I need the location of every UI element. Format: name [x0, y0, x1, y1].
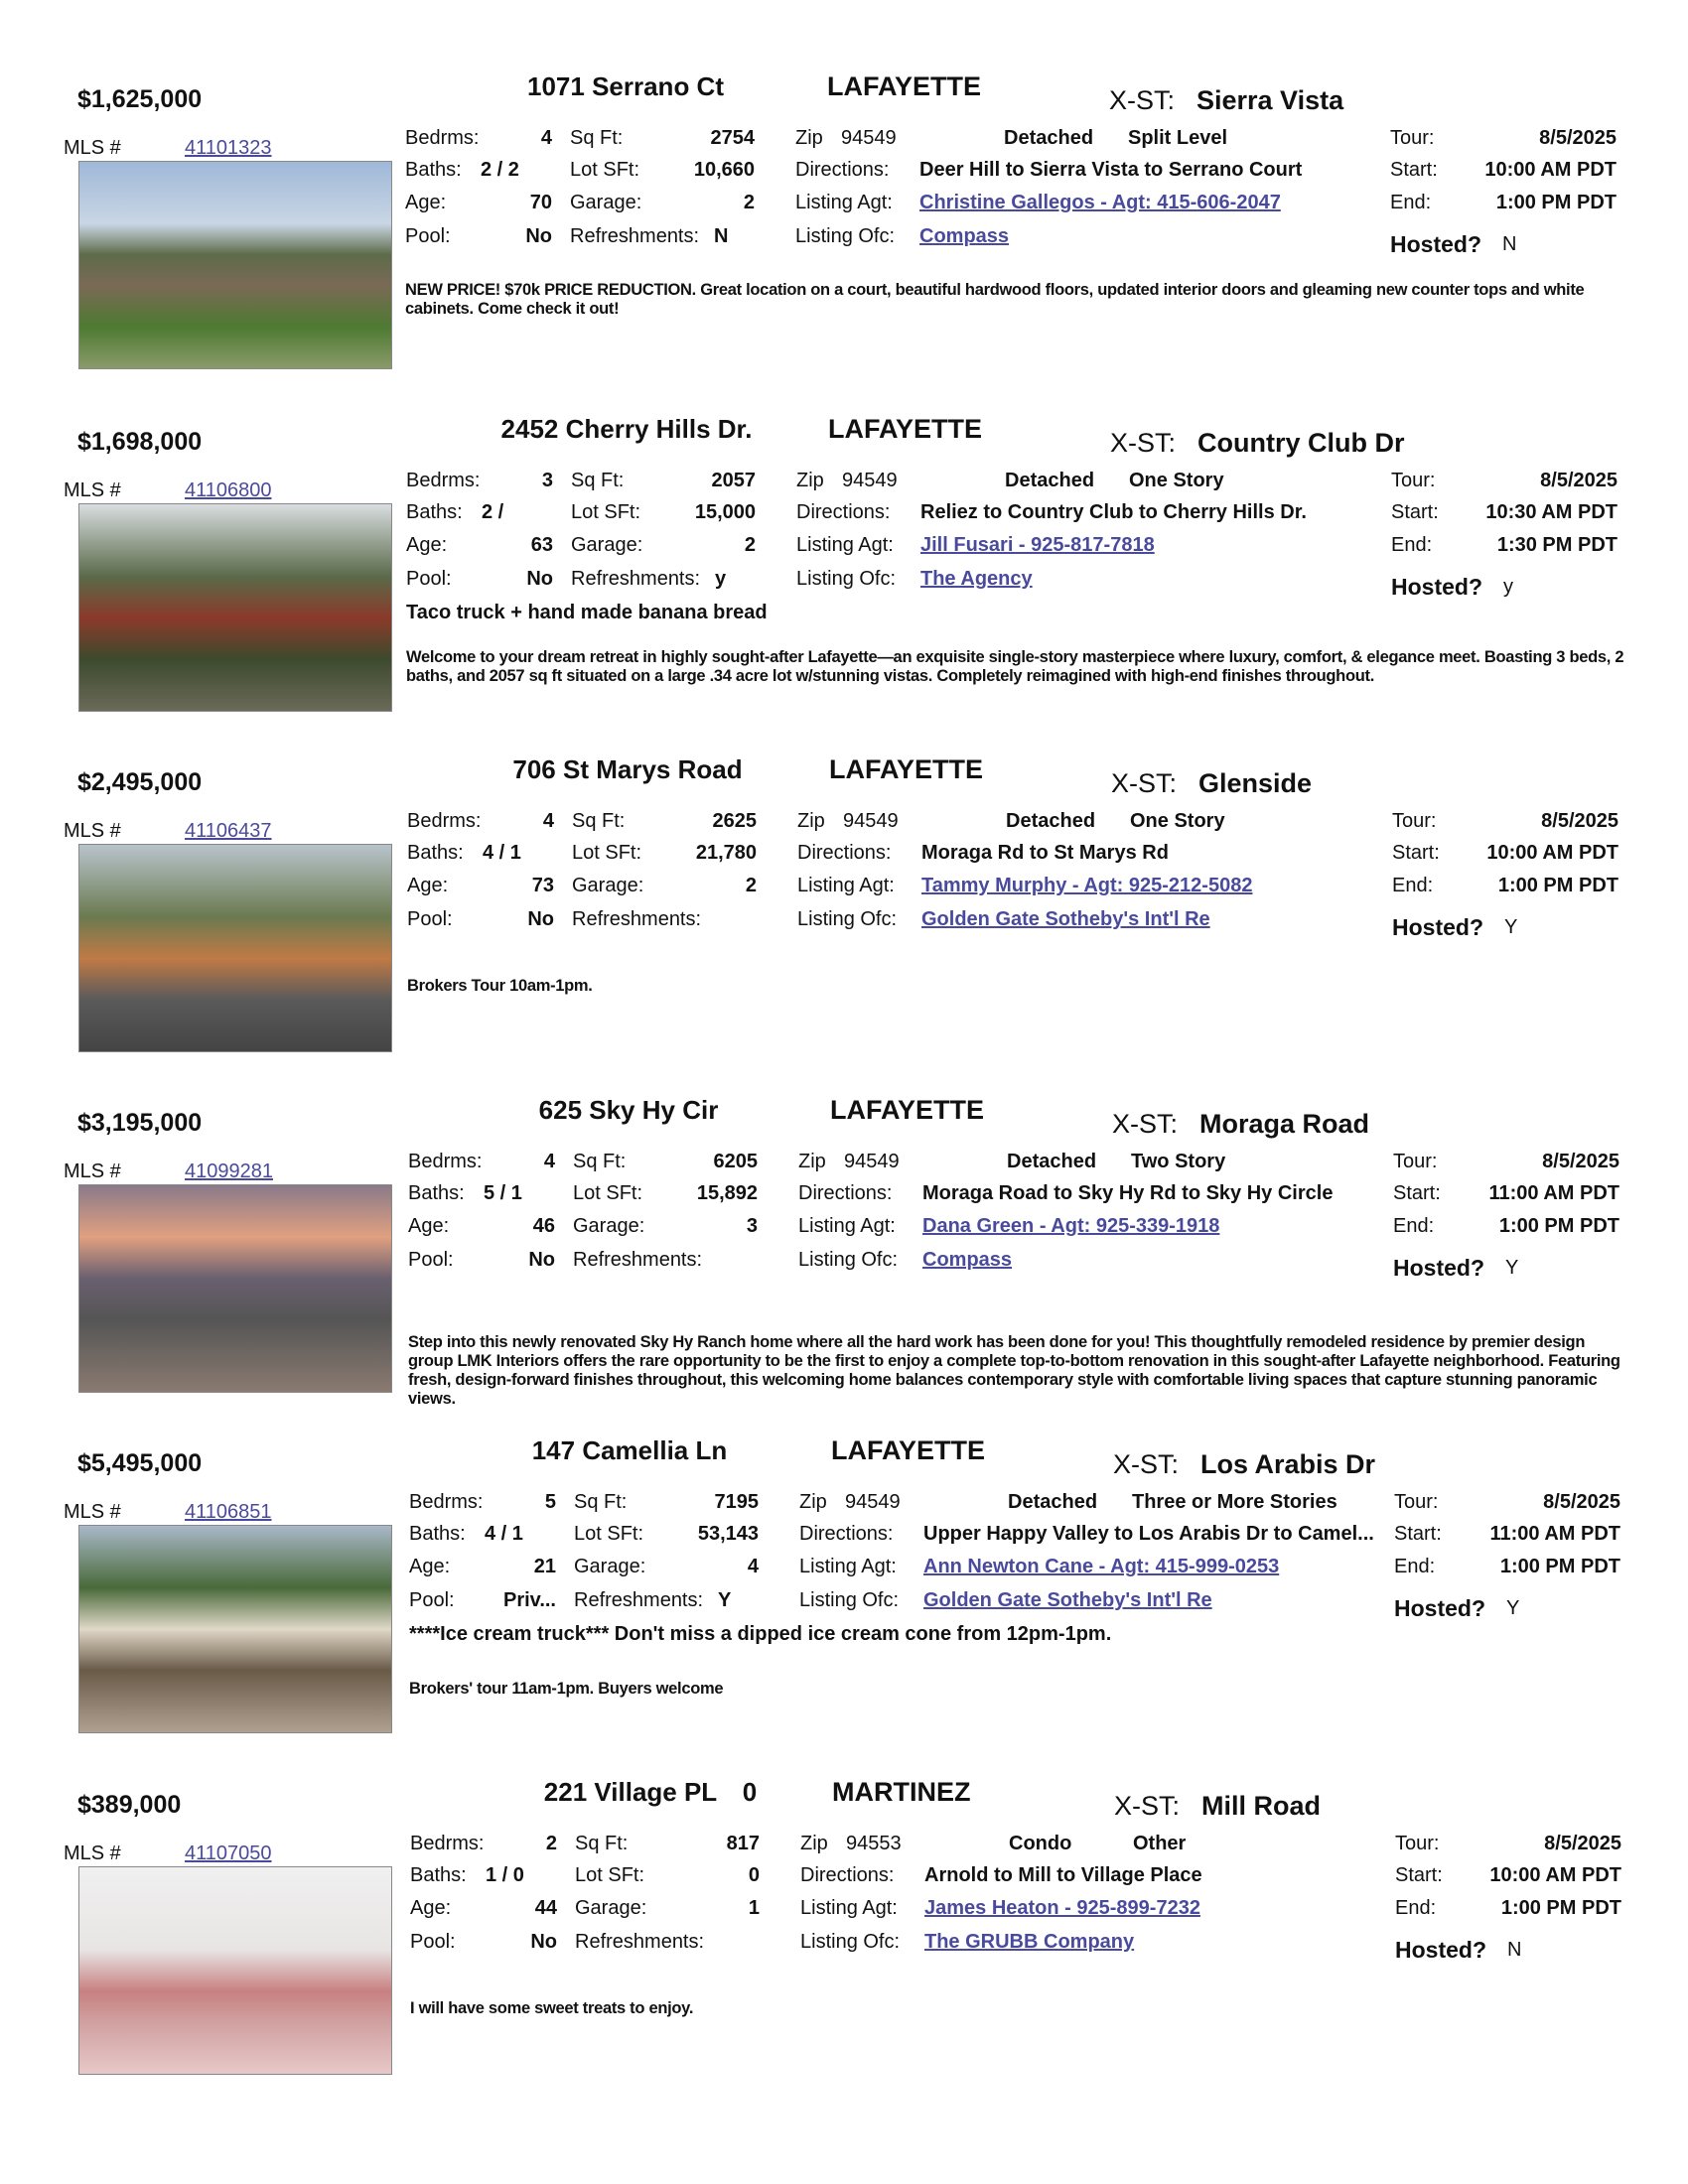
age-label: Age: — [408, 1215, 450, 1237]
listing-agent-label: Listing Agt: — [799, 1556, 897, 1577]
bedrooms-value: 3 — [541, 470, 553, 491]
garage-value: 2 — [745, 875, 757, 896]
tour-date-value: 8/5/2025 — [1540, 470, 1618, 491]
baths-label: Baths: — [410, 1864, 467, 1886]
mls-label: MLS # — [64, 479, 121, 501]
listing-office-label: Listing Ofc: — [799, 1589, 900, 1611]
listing-description: NEW PRICE! $70k PRICE REDUCTION. Great location on a court, beautiful hardwood floors, updated interior doors and gleaming new counter tops and white cabinets. Come check it out! — [405, 281, 1585, 318]
refreshments-value: Y — [718, 1589, 732, 1611]
hosted-value: Y — [1505, 1257, 1519, 1279]
cross-street-label: X-ST: — [1113, 1449, 1180, 1479]
age-value: 46 — [532, 1215, 555, 1237]
baths-label: Baths: — [406, 501, 463, 523]
listing-city: LAFAYETTE — [831, 1435, 986, 1465]
garage-value: 4 — [747, 1556, 759, 1577]
baths-value: 2 / 2 — [481, 159, 519, 181]
tour-date-label: Tour: — [1393, 1151, 1438, 1172]
square-feet-value: 6205 — [713, 1151, 758, 1172]
zip-label: Zip — [798, 1151, 826, 1172]
directions-value: Reliez to Country Club to Cherry Hills Dr. — [920, 501, 1307, 523]
garage-label: Garage: — [572, 875, 644, 896]
listing-unit: 0 — [742, 1777, 758, 1807]
baths-value: 4 / 1 — [483, 842, 521, 864]
property-type: Detached — [1005, 470, 1095, 491]
cross-street-value: Los Arabis Dr — [1200, 1449, 1376, 1479]
end-time-value: 1:00 PM PDT — [1498, 1215, 1619, 1237]
refreshments-label: Refreshments: — [572, 908, 702, 930]
start-time-value: 10:00 AM PDT — [1484, 159, 1617, 181]
listing-card — [0, 414, 1688, 769]
listing-address: 147 Camellia Ln — [531, 1435, 728, 1465]
pool-value: No — [527, 908, 554, 930]
listing-agent-link[interactable]: James Heaton - 925-899-7232 — [924, 1897, 1200, 1919]
start-time-label: Start: — [1395, 1864, 1443, 1886]
listing-city: LAFAYETTE — [830, 1095, 985, 1125]
property-type: Detached — [1008, 1491, 1098, 1513]
garage-label: Garage: — [573, 1215, 645, 1237]
cross-street-label: X-ST: — [1114, 1791, 1181, 1821]
garage-label: Garage: — [574, 1556, 646, 1577]
lot-square-feet-value: 15,892 — [696, 1182, 758, 1204]
baths-value: 5 / 1 — [484, 1182, 522, 1204]
start-time-label: Start: — [1393, 1182, 1441, 1204]
listing-address: 221 Village PL — [543, 1777, 718, 1807]
refreshments-value: y — [715, 568, 727, 590]
start-time-value: 10:30 AM PDT — [1485, 501, 1618, 523]
lot-square-feet-label: Lot SFt: — [570, 159, 640, 181]
age-value: 44 — [534, 1897, 557, 1919]
start-time-label: Start: — [1390, 159, 1438, 181]
refreshments-label: Refreshments: — [575, 1931, 705, 1953]
hosted-value: Y — [1506, 1597, 1520, 1619]
baths-label: Baths: — [405, 159, 462, 181]
tour-date-value: 8/5/2025 — [1544, 1833, 1621, 1854]
directions-value: Upper Happy Valley to Los Arabis Dr to Camel... — [923, 1523, 1374, 1545]
mls-label: MLS # — [64, 820, 121, 842]
listing-photo[interactable] — [78, 503, 392, 712]
listing-price: $3,195,000 — [77, 1109, 203, 1137]
listing-office-link[interactable]: The GRUBB Company — [924, 1931, 1135, 1953]
directions-value: Deer Hill to Sierra Vista to Serrano Court — [919, 159, 1303, 181]
tour-date-value: 8/5/2025 — [1542, 1151, 1619, 1172]
property-style: One Story — [1130, 810, 1225, 832]
square-feet-value: 2754 — [710, 127, 755, 149]
listing-description: Brokers Tour 10am-1pm. — [407, 977, 593, 995]
tour-date-label: Tour: — [1390, 127, 1435, 149]
zip-label: Zip — [795, 127, 823, 149]
refreshments-label: Refreshments: — [571, 568, 701, 590]
start-time-label: Start: — [1392, 842, 1440, 864]
cross-street-label: X-ST: — [1112, 1109, 1179, 1139]
end-time-label: End: — [1393, 1215, 1435, 1237]
bedrooms-label: Bedrms: — [408, 1151, 483, 1172]
square-feet-label: Sq Ft: — [573, 1151, 627, 1172]
baths-value: 2 / — [482, 501, 504, 523]
listing-card — [0, 71, 1688, 427]
baths-label: Baths: — [407, 842, 464, 864]
lot-square-feet-label: Lot SFt: — [574, 1523, 644, 1545]
age-value: 73 — [531, 875, 554, 896]
listing-agent-label: Listing Agt: — [795, 192, 893, 213]
baths-value: 1 / 0 — [486, 1864, 524, 1886]
listing-price: $1,625,000 — [77, 85, 203, 113]
listing-photo[interactable] — [78, 1866, 392, 2075]
bedrooms-label: Bedrms: — [406, 470, 481, 491]
hosted-label: Hosted? — [1390, 231, 1481, 257]
open-house-note: Taco truck + hand made banana bread — [406, 602, 768, 623]
hosted-value: N — [1507, 1939, 1522, 1961]
directions-label: Directions: — [796, 501, 891, 523]
listing-agent-label: Listing Agt: — [797, 875, 895, 896]
listing-agent-link[interactable]: Christine Gallegos - Agt: 415-606-2047 — [919, 192, 1281, 213]
bedrooms-value: 2 — [545, 1833, 557, 1854]
cross-street-label: X-ST: — [1109, 85, 1176, 115]
listing-card — [0, 1777, 1688, 2132]
listing-office-label: Listing Ofc: — [795, 225, 896, 247]
property-style: Other — [1133, 1833, 1187, 1854]
baths-label: Baths: — [408, 1182, 465, 1204]
mls-number-link[interactable]: 41106437 — [185, 820, 272, 842]
listing-description: I will have some sweet treats to enjoy. — [410, 1999, 694, 2017]
listing-card — [0, 754, 1688, 1110]
refreshments-label: Refreshments: — [574, 1589, 704, 1611]
pool-label: Pool: — [407, 908, 453, 930]
listing-office-label: Listing Ofc: — [798, 1249, 899, 1271]
start-time-label: Start: — [1394, 1523, 1442, 1545]
mls-label: MLS # — [64, 1501, 121, 1523]
property-type: Detached — [1007, 1151, 1097, 1172]
square-feet-label: Sq Ft: — [571, 470, 625, 491]
listing-address: 2452 Cherry Hills Dr. — [500, 414, 753, 444]
zip-value: 94549 — [843, 810, 899, 832]
end-time-label: End: — [1390, 192, 1432, 213]
listing-photo[interactable] — [78, 1184, 392, 1393]
lot-square-feet-value: 10,660 — [693, 159, 755, 181]
end-time-value: 1:00 PM PDT — [1495, 192, 1617, 213]
tour-date-value: 8/5/2025 — [1541, 810, 1618, 832]
listing-address: 625 Sky Hy Cir — [538, 1095, 719, 1125]
pool-value: No — [525, 225, 552, 247]
square-feet-value: 2057 — [711, 470, 756, 491]
mls-label: MLS # — [64, 137, 121, 159]
garage-value: 2 — [744, 534, 756, 556]
cross-street-label: X-ST: — [1110, 428, 1177, 458]
pool-label: Pool: — [410, 1931, 456, 1953]
directions-value: Moraga Road to Sky Hy Rd to Sky Hy Circle — [922, 1182, 1334, 1204]
zip-label: Zip — [799, 1491, 827, 1513]
bedrooms-value: 5 — [544, 1491, 556, 1513]
listing-description: Welcome to your dream retreat in highly sought-after Lafayette—an exquisite single-story masterpiece where luxury, comfort, & elegance meet. Boasting 3 beds, 2 baths, and 2057 sq ft situated on a large .34 acre lot w/stunning vistas. Completely reimagined with high-end finishes throughout. — [406, 648, 1624, 685]
square-feet-label: Sq Ft: — [570, 127, 624, 149]
zip-value: 94549 — [845, 1491, 901, 1513]
end-time-label: End: — [1394, 1556, 1436, 1577]
cross-street-value: Country Club Dr — [1197, 428, 1405, 458]
tour-date-label: Tour: — [1395, 1833, 1440, 1854]
start-time-value: 11:00 AM PDT — [1489, 1523, 1620, 1545]
zip-label: Zip — [796, 470, 824, 491]
tour-date-value: 8/5/2025 — [1539, 127, 1617, 149]
listing-agent-link[interactable]: Jill Fusari - 925-817-7818 — [920, 534, 1155, 556]
mls-label: MLS # — [64, 1160, 121, 1182]
listing-agent-label: Listing Agt: — [800, 1897, 898, 1919]
square-feet-value: 2625 — [712, 810, 757, 832]
open-house-note: ****Ice cream truck*** Don't miss a dipped ice cream cone from 12pm-1pm. — [409, 1623, 1112, 1645]
refreshments-label: Refreshments: — [573, 1249, 703, 1271]
pool-label: Pool: — [409, 1589, 455, 1611]
hosted-label: Hosted? — [1393, 1255, 1484, 1281]
listing-card — [0, 1095, 1688, 1450]
mls-number-link[interactable]: 41106851 — [185, 1501, 272, 1523]
end-time-value: 1:00 PM PDT — [1499, 1556, 1620, 1577]
start-time-label: Start: — [1391, 501, 1439, 523]
listing-address: 706 St Marys Road — [512, 754, 743, 784]
pool-label: Pool: — [405, 225, 451, 247]
pool-value: No — [528, 1249, 555, 1271]
zip-value: 94549 — [842, 470, 898, 491]
zip-label: Zip — [800, 1833, 828, 1854]
hosted-label: Hosted? — [1391, 574, 1482, 600]
end-time-value: 1:00 PM PDT — [1500, 1897, 1621, 1919]
listing-agent-link[interactable]: Dana Green - Agt: 925-339-1918 — [922, 1215, 1220, 1237]
age-label: Age: — [407, 875, 449, 896]
bedrooms-value: 4 — [542, 810, 554, 832]
hosted-label: Hosted? — [1395, 1937, 1486, 1963]
square-feet-value: 817 — [726, 1833, 760, 1854]
listing-city: LAFAYETTE — [828, 414, 983, 444]
bedrooms-label: Bedrms: — [405, 127, 480, 149]
pool-value: No — [530, 1931, 557, 1953]
end-time-label: End: — [1391, 534, 1433, 556]
age-value: 63 — [530, 534, 553, 556]
property-style: One Story — [1129, 470, 1224, 491]
cross-street-value: Sierra Vista — [1196, 85, 1344, 115]
property-type: Detached — [1004, 127, 1094, 149]
cross-street-value: Moraga Road — [1199, 1109, 1370, 1139]
listing-agent-label: Listing Agt: — [798, 1215, 896, 1237]
square-feet-label: Sq Ft: — [575, 1833, 629, 1854]
mls-number-link[interactable]: 41101323 — [185, 137, 272, 159]
lot-square-feet-value: 53,143 — [697, 1523, 759, 1545]
refreshments-value: N — [714, 225, 729, 247]
start-time-value: 10:00 AM PDT — [1489, 1864, 1621, 1886]
lot-square-feet-label: Lot SFt: — [575, 1864, 645, 1886]
listing-photo[interactable] — [78, 844, 392, 1052]
garage-label: Garage: — [571, 534, 643, 556]
listing-office-label: Listing Ofc: — [797, 908, 898, 930]
listing-office-link[interactable]: Compass — [922, 1249, 1013, 1271]
start-time-value: 11:00 AM PDT — [1488, 1182, 1619, 1204]
listing-agent-label: Listing Agt: — [796, 534, 894, 556]
property-style: Split Level — [1128, 127, 1228, 149]
listing-photo[interactable] — [78, 161, 392, 369]
garage-label: Garage: — [575, 1897, 647, 1919]
zip-label: Zip — [797, 810, 825, 832]
bedrooms-label: Bedrms: — [410, 1833, 485, 1854]
refreshments-label: Refreshments: — [570, 225, 700, 247]
age-value: 21 — [533, 1556, 556, 1577]
directions-label: Directions: — [795, 159, 890, 181]
cross-street-value: Mill Road — [1201, 1791, 1321, 1821]
mls-number-link[interactable]: 41106800 — [185, 479, 272, 501]
bedrooms-label: Bedrms: — [407, 810, 482, 832]
mls-number-link[interactable]: 41107050 — [185, 1843, 272, 1864]
property-style: Two Story — [1131, 1151, 1226, 1172]
zip-value: 94549 — [844, 1151, 900, 1172]
lot-square-feet-value: 15,000 — [694, 501, 756, 523]
listing-description: Step into this newly renovated Sky Hy Ranch home where all the hard work has been done for you! This thoughtfully remodeled residence by premier design group LMK Interiors offers the rare opportunity to be the first to enjoy a complete top-to-bottom renovation in this sought-after Lafayette neighborhood. Featuring fresh, design-forward finishes throughout, this welcoming home balances contemporary style with comfortable living spaces that capture stunning panoramic views. — [408, 1333, 1620, 1408]
listing-agent-link[interactable]: Ann Newton Cane - Agt: 415-999-0253 — [923, 1556, 1280, 1577]
directions-label: Directions: — [798, 1182, 893, 1204]
tour-date-label: Tour: — [1392, 810, 1437, 832]
property-type: Condo — [1009, 1833, 1072, 1854]
cross-street-label: X-ST: — [1111, 768, 1178, 798]
bedrooms-value: 4 — [540, 127, 552, 149]
end-time-label: End: — [1395, 1897, 1437, 1919]
bedrooms-value: 4 — [543, 1151, 555, 1172]
zip-value: 94553 — [846, 1833, 902, 1854]
age-label: Age: — [405, 192, 447, 213]
directions-label: Directions: — [797, 842, 892, 864]
lot-square-feet-label: Lot SFt: — [571, 501, 641, 523]
listing-city: LAFAYETTE — [829, 754, 984, 784]
square-feet-label: Sq Ft: — [574, 1491, 628, 1513]
bedrooms-label: Bedrms: — [409, 1491, 484, 1513]
directions-label: Directions: — [800, 1864, 895, 1886]
hosted-label: Hosted? — [1394, 1595, 1485, 1621]
hosted-value: y — [1503, 576, 1513, 598]
hosted-value: N — [1502, 233, 1517, 255]
garage-value: 1 — [748, 1897, 760, 1919]
age-label: Age: — [406, 534, 448, 556]
property-style: Three or More Stories — [1132, 1491, 1337, 1513]
listing-price: $389,000 — [77, 1791, 182, 1819]
age-label: Age: — [409, 1556, 451, 1577]
end-time-value: 1:00 PM PDT — [1497, 875, 1618, 896]
listing-city: MARTINEZ — [832, 1777, 971, 1807]
pool-value: Priv... — [503, 1589, 556, 1611]
listing-city: LAFAYETTE — [827, 71, 982, 101]
listing-address: 1071 Serrano Ct — [527, 71, 724, 101]
age-label: Age: — [410, 1897, 452, 1919]
lot-square-feet-value: 21,780 — [695, 842, 757, 864]
listing-card — [0, 1435, 1688, 1791]
lot-square-feet-value: 0 — [748, 1864, 760, 1886]
pool-value: No — [526, 568, 553, 590]
end-time-label: End: — [1392, 875, 1434, 896]
pool-label: Pool: — [406, 568, 452, 590]
directions-label: Directions: — [799, 1523, 894, 1545]
pool-label: Pool: — [408, 1249, 454, 1271]
baths-label: Baths: — [409, 1523, 466, 1545]
hosted-label: Hosted? — [1392, 914, 1483, 940]
listing-office-label: Listing Ofc: — [796, 568, 897, 590]
garage-value: 3 — [746, 1215, 758, 1237]
mls-label: MLS # — [64, 1843, 121, 1864]
zip-value: 94549 — [841, 127, 897, 149]
start-time-value: 10:00 AM PDT — [1486, 842, 1618, 864]
baths-value: 4 / 1 — [485, 1523, 523, 1545]
directions-value: Arnold to Mill to Village Place — [924, 1864, 1202, 1886]
hosted-value: Y — [1504, 916, 1518, 938]
garage-value: 2 — [743, 192, 755, 213]
cross-street-value: Glenside — [1198, 768, 1313, 798]
square-feet-label: Sq Ft: — [572, 810, 626, 832]
listing-price: $1,698,000 — [77, 428, 203, 456]
end-time-value: 1:30 PM PDT — [1496, 534, 1618, 556]
mls-number-link[interactable]: 41099281 — [185, 1160, 273, 1182]
listing-agent-link[interactable]: Tammy Murphy - Agt: 925-212-5082 — [921, 875, 1253, 896]
age-value: 70 — [529, 192, 552, 213]
lot-square-feet-label: Lot SFt: — [573, 1182, 643, 1204]
property-type: Detached — [1006, 810, 1096, 832]
square-feet-value: 7195 — [714, 1491, 759, 1513]
lot-square-feet-label: Lot SFt: — [572, 842, 642, 864]
listing-description: Brokers' tour 11am-1pm. Buyers welcome — [409, 1680, 724, 1698]
listing-price: $5,495,000 — [77, 1449, 203, 1477]
listing-office-link[interactable]: The Agency — [920, 568, 1033, 590]
listing-office-link[interactable]: Golden Gate Sotheby's Int'l Re — [923, 1589, 1212, 1611]
listing-office-link[interactable]: Compass — [919, 225, 1010, 247]
tour-date-label: Tour: — [1391, 470, 1436, 491]
listing-photo[interactable] — [78, 1525, 392, 1733]
garage-label: Garage: — [570, 192, 642, 213]
tour-date-label: Tour: — [1394, 1491, 1439, 1513]
directions-value: Moraga Rd to St Marys Rd — [921, 842, 1169, 864]
listing-office-label: Listing Ofc: — [800, 1931, 901, 1953]
listing-office-link[interactable]: Golden Gate Sotheby's Int'l Re — [921, 908, 1210, 930]
listing-price: $2,495,000 — [77, 768, 203, 796]
tour-date-value: 8/5/2025 — [1543, 1491, 1620, 1513]
